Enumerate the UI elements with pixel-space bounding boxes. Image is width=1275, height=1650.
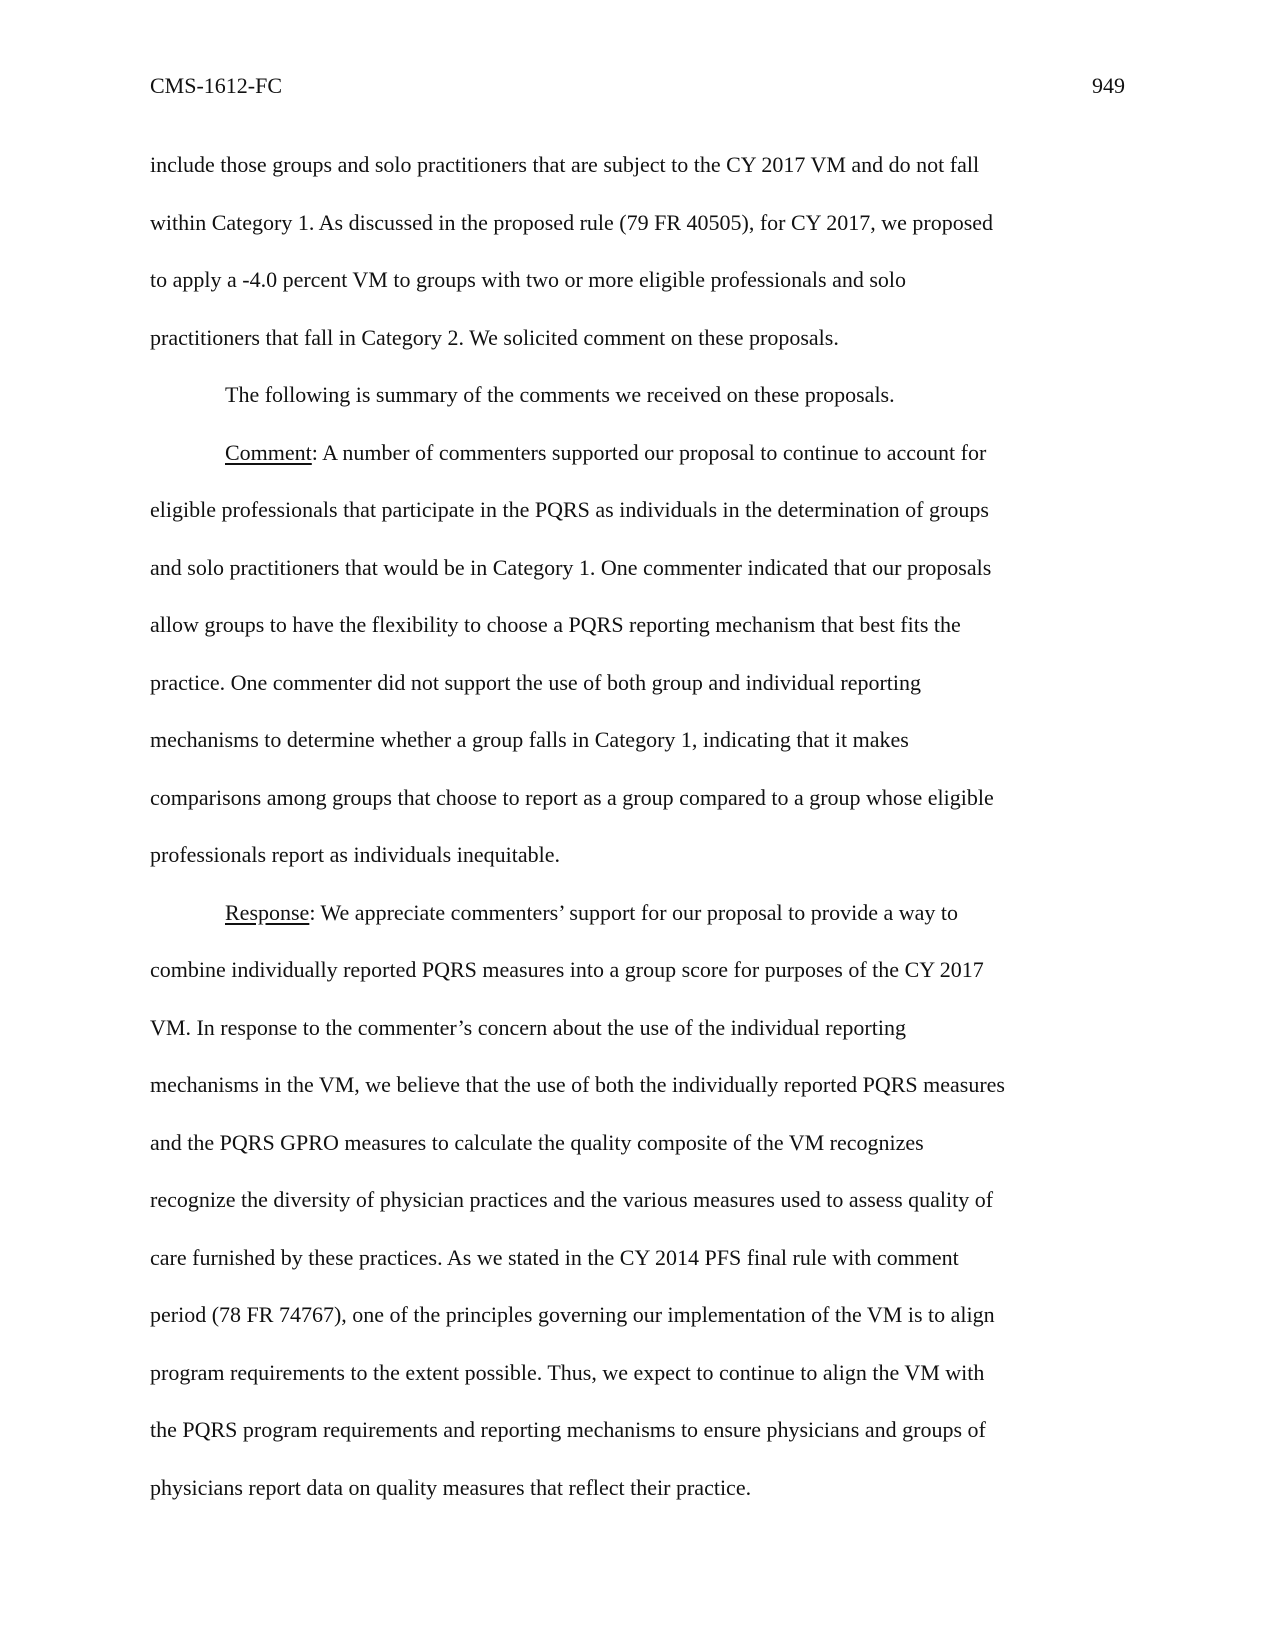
summary-intro-line: The following is summary of the comments we received on these proposals.	[225, 382, 895, 407]
comment-first-line	[150, 424, 1130, 482]
response-first-line	[150, 884, 1130, 942]
text-line: to apply a -4.0 percent VM to groups with two or more eligible professionals and solo	[150, 267, 907, 292]
comment-first-line-text: : A number of commenters supported our proposal to continue to account for	[311, 439, 987, 465]
text-line: within Category 1. As discussed in the proposed rule (79 FR 40505), for CY 2017, we proposed	[150, 209, 994, 235]
comment-line: allow groups to have the flexibility to choose a PQRS reporting mechanism that best fits the	[150, 612, 961, 637]
body-text	[150, 136, 1130, 1516]
comment-line: comparisons among groups that choose to report as a group compared to a group whose eligible	[150, 784, 994, 810]
comment-line: mechanisms to determine whether a group falls in Category 1, indicating that it makes	[150, 727, 909, 752]
comment-line: practice. One commenter did not support the use of both group and individual reporting	[150, 669, 922, 695]
response-line: and the PQRS GPRO measures to calculate the quality composite of the VM recognizes	[150, 1129, 924, 1155]
text-line: practitioners that fall in Category 2. We solicited comment on these proposals.	[150, 324, 839, 350]
response-label: Response	[225, 899, 310, 925]
response-line: recognize the diversity of physician practices and the various measures used to assess quality of	[150, 1187, 994, 1212]
document-id: CMS-1612-FC	[150, 73, 283, 98]
comment-line: and solo practitioners that would be in Category 1. One commenter indicated that our proposals	[150, 554, 992, 580]
response-line: care furnished by these practices. As we stated in the CY 2014 PFS final rule with comment	[150, 1244, 959, 1270]
comment-line: professionals report as individuals inequitable.	[150, 842, 560, 867]
response-line: combine individually reported PQRS measures into a group score for purposes of the CY 2017	[150, 957, 984, 982]
response-line: program requirements to the extent possible. Thus, we expect to continue to align the VM with	[150, 1359, 985, 1385]
response-first-line-text: : We appreciate commenters’ support for our proposal to provide a way to	[309, 899, 958, 925]
response-line: mechanisms in the VM, we believe that the use of both the individually reported PQRS measures	[150, 1072, 1005, 1097]
page-number: 949	[1092, 73, 1125, 98]
response-line: VM. In response to the commenter’s concern about the use of the individual reporting	[150, 1014, 906, 1040]
response-line: physicians report data on quality measures that reflect their practice.	[150, 1474, 752, 1500]
response-line: the PQRS program requirements and reporting mechanisms to ensure physicians and groups of	[150, 1417, 986, 1442]
response-line: period (78 FR 74767), one of the principles governing our implementation of the VM is to align	[150, 1302, 995, 1327]
comment-line: eligible professionals that participate in the PQRS as individuals in the determination of groups	[150, 497, 989, 522]
text-line: include those groups and solo practitioners that are subject to the CY 2017 VM and do not fall	[150, 152, 980, 177]
page-header	[150, 70, 1125, 102]
comment-label: Comment	[225, 439, 312, 465]
